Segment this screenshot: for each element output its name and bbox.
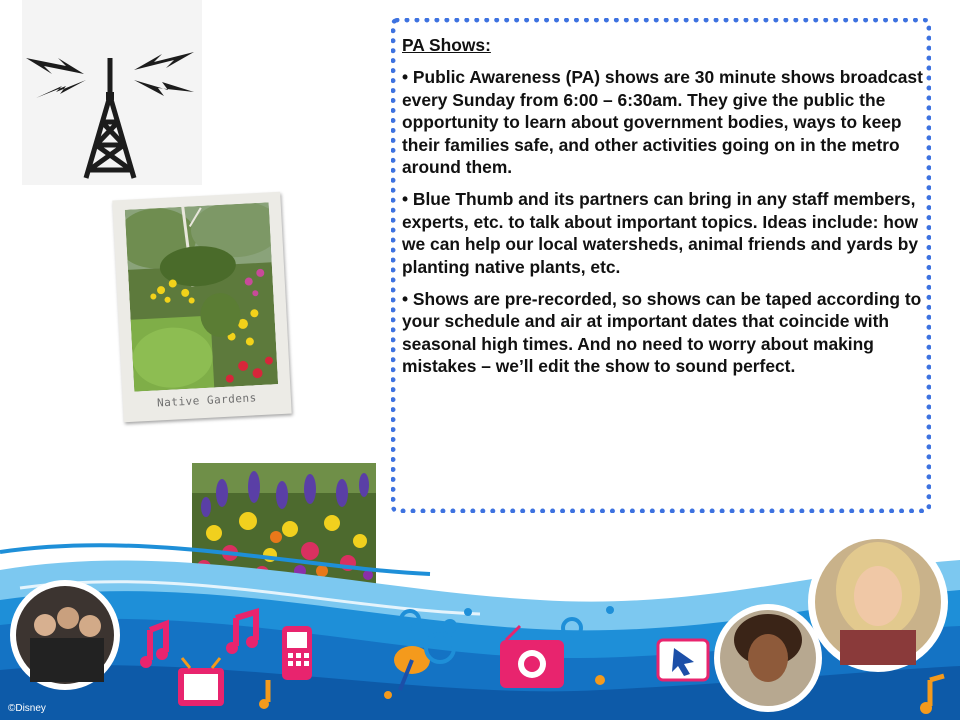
radio-tower-icon [22, 0, 202, 185]
pa-shows-text [402, 34, 924, 388]
native-garden-photo [125, 202, 278, 391]
box-title: PA Shows: [402, 35, 491, 55]
polaroid-caption: Native Gardens [156, 391, 258, 410]
paragraph-topics: • Blue Thumb and its partners can bring in any staff members, experts, etc. to talk about important topics. Ideas include: how we can help our local watersheds, animal friends and yards by planting native plants, etc. [402, 189, 919, 277]
copyright-notice: ©Disney [8, 703, 46, 714]
radio-tower-graphic [22, 0, 202, 185]
boy-portrait-circle [714, 604, 822, 712]
native-gardens-polaroid [112, 192, 291, 422]
paragraph-prerecorded: • Shows are pre-recorded, so shows can be taped according to your schedule and air at important dates that coincide with seasonal high times. And no need to worry about making mistakes – we’ll edit the show to sound perfect. [402, 289, 922, 377]
cell-phone-icon [282, 626, 312, 680]
paragraph-schedule: • Public Awareness (PA) shows are 30 minute shows broadcast every Sunday from 6:00 – 6:30am. They give the public the opportunity to learn about government bodies, ways to keep their families safe, and other activities going on in the metro around them. [402, 67, 923, 178]
band-photo-circle [10, 580, 120, 690]
cursor-icon [658, 640, 708, 680]
girl-portrait-circle [808, 532, 948, 672]
decorative-footer-band [0, 530, 960, 720]
